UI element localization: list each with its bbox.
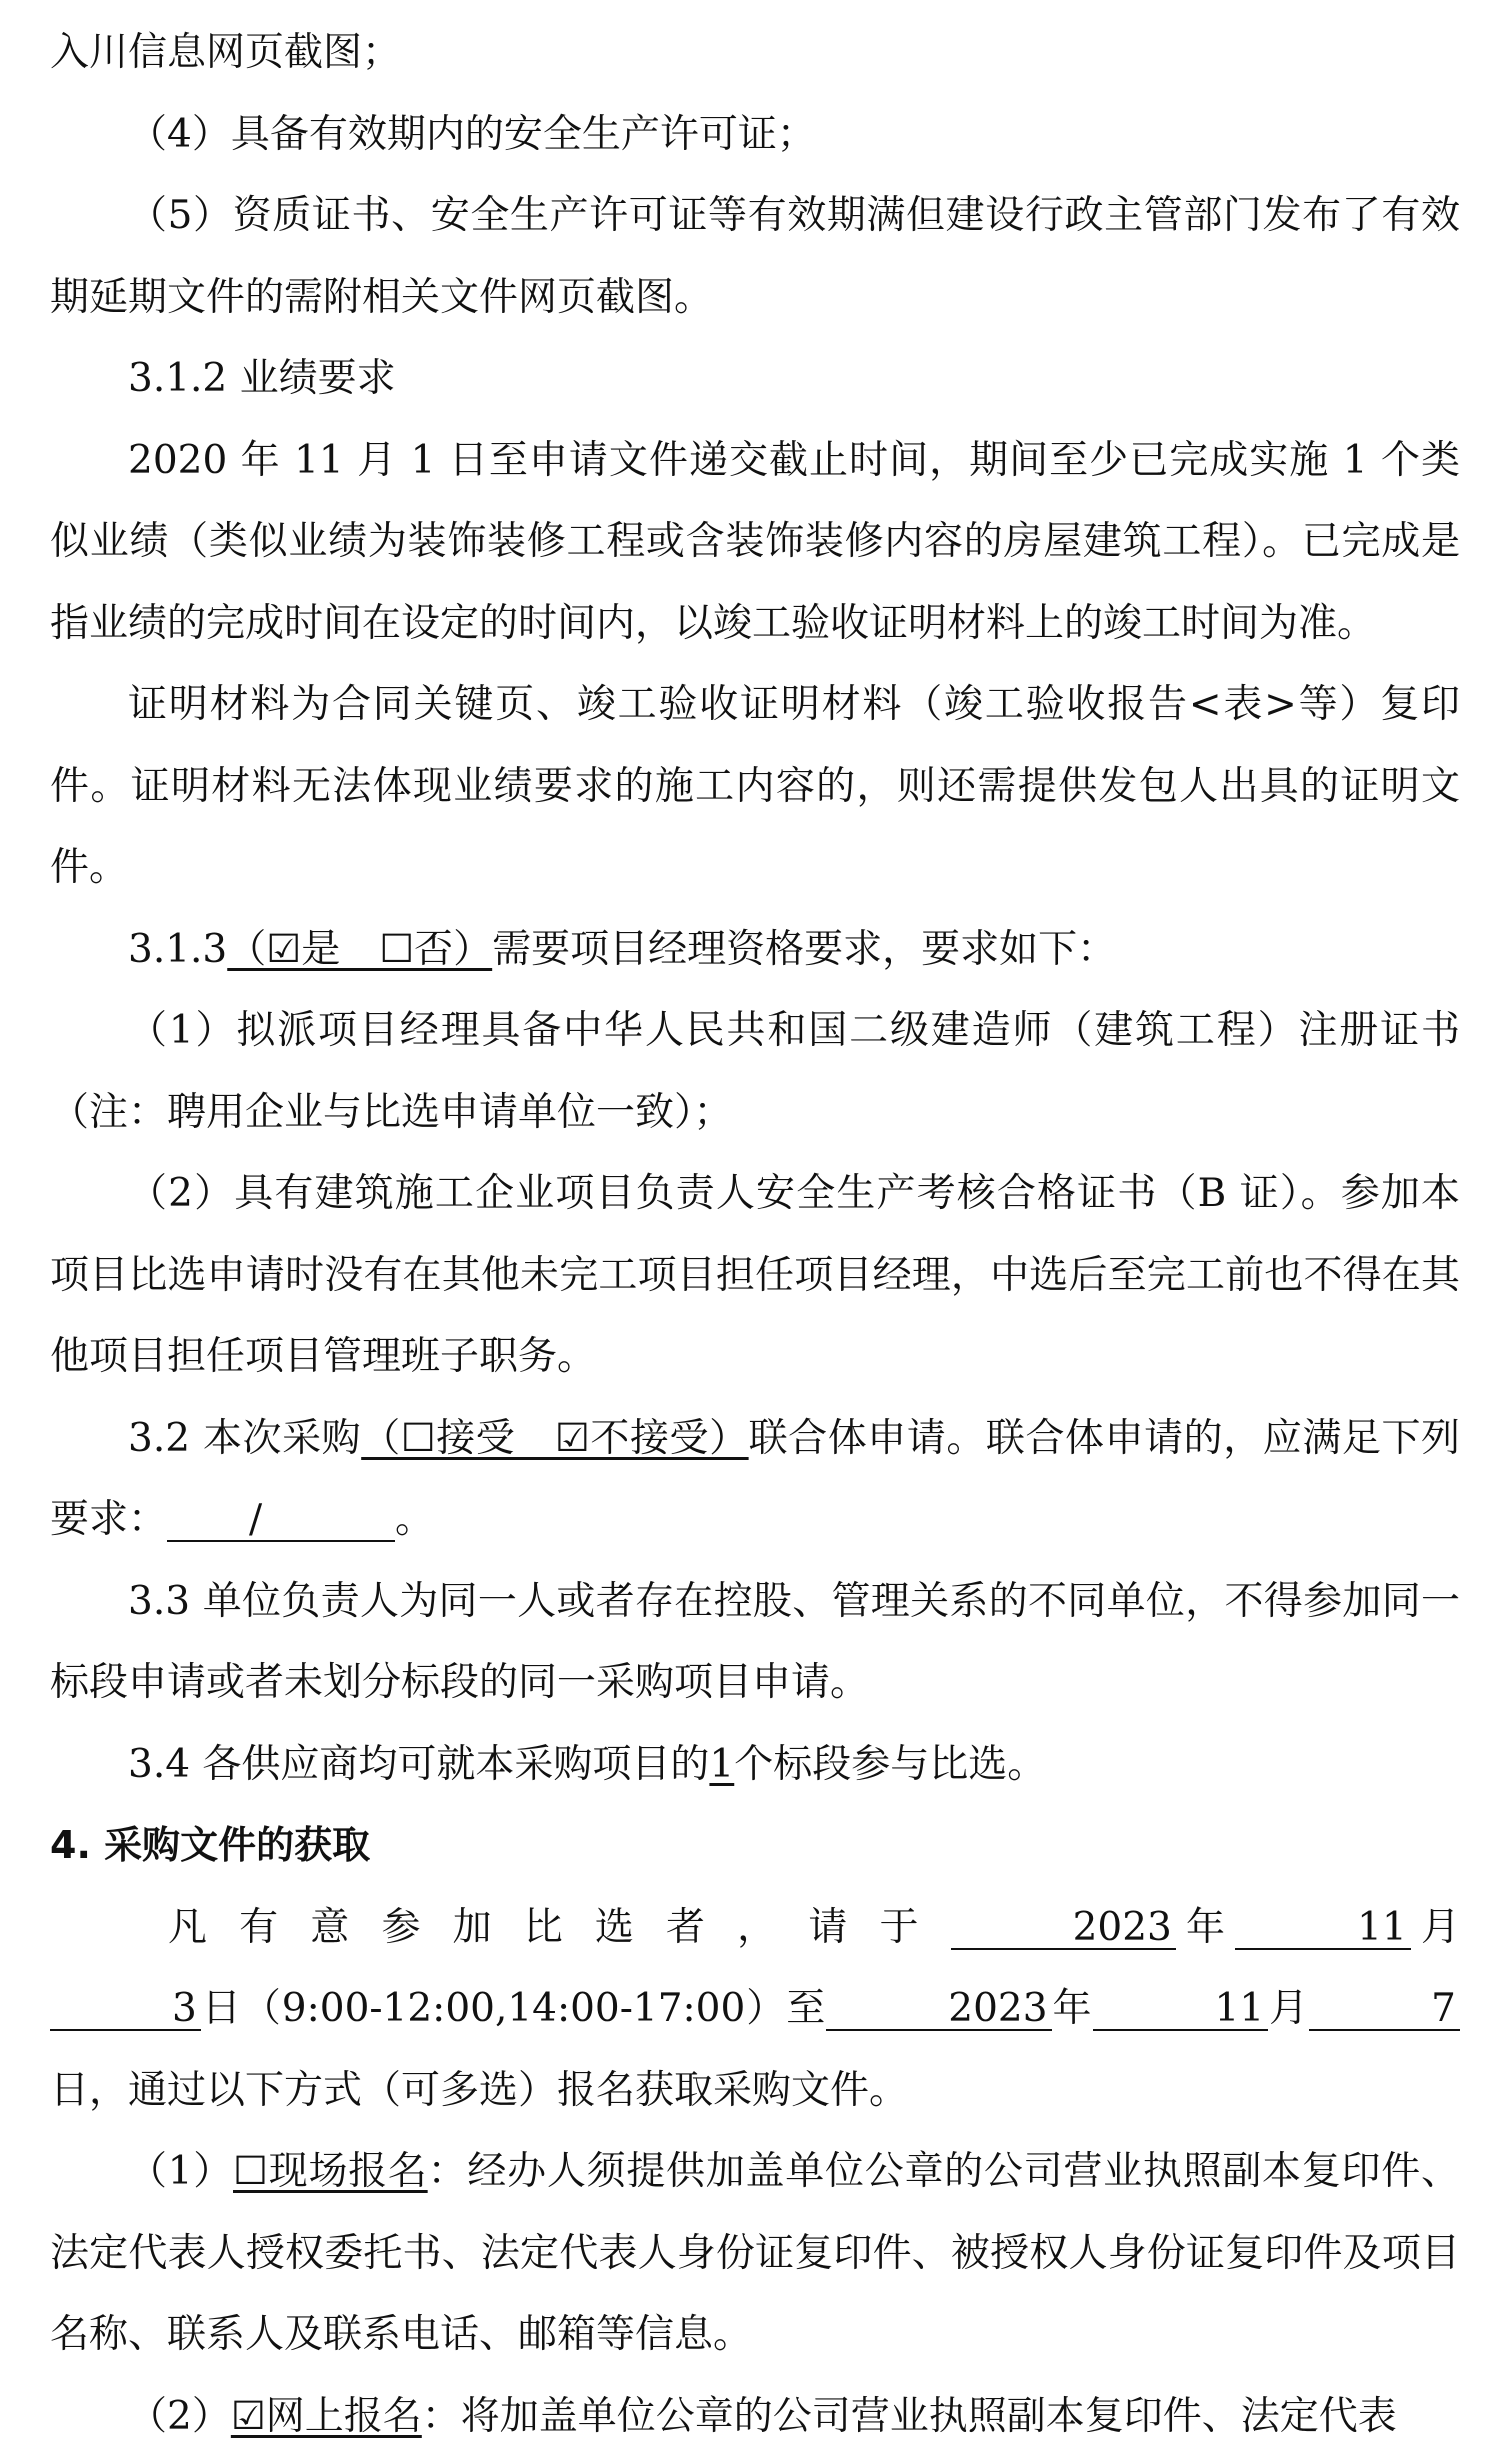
office-hours: （9:00-12:00,14:00-17:00）至 xyxy=(242,1986,826,2031)
end-year-label: 年 xyxy=(1052,1986,1093,2031)
req-item-5: （5）资质证书、安全生产许可证等有效期满但建设行政主管部门发布了有效期延期文件的需附相关文件网页截图。 xyxy=(50,175,1460,338)
onsite-registration-text: ：经办人须提供加盖单位公章的公司营业执照副本复印件、法定代表人授权委托书、法定代表人身份证复印件、被授权人身份证复印件及项目名称、联系人及联系电话、邮箱等信息。 xyxy=(50,2149,1460,2357)
start-year-label: 年 xyxy=(1176,1905,1235,1950)
pm-item-1: （1）拟派项目经理具备中华人民共和国二级建造师（建筑工程）注册证书（注：聘用企业与比选申请单位一致）； xyxy=(50,990,1460,1153)
start-day-field: 3 xyxy=(50,1989,201,2031)
onsite-number: （1） xyxy=(128,2149,233,2194)
section-3-4-suffix: 个标段参与比选。 xyxy=(734,1742,1046,1787)
section-3-4-prefix: 3.4 各供应商均可就本采购项目的 xyxy=(128,1742,709,1787)
consortium-options: （☐接受 ☑不接受） xyxy=(361,1416,748,1461)
section-3-1-3 xyxy=(50,909,1460,991)
online-registration xyxy=(50,2376,1460,2457)
online-number: （2） xyxy=(128,2394,231,2439)
req-item-4: （4）具备有效期内的安全生产许可证； xyxy=(50,94,1460,176)
section-4-heading: 4. 采购文件的获取 xyxy=(50,1805,1460,1887)
section-3-1-3-number: 3.1.3 xyxy=(128,927,227,972)
start-day-label: 日 xyxy=(201,1986,242,2031)
section-3-4 xyxy=(50,1724,1460,1806)
section-3-2-prefix: 3.2 本次采购 xyxy=(128,1416,361,1461)
onsite-registration-option: ☐现场报名 xyxy=(233,2149,428,2194)
pm-required-options: （☑是 ☐否） xyxy=(227,927,492,972)
pm-item-2: （2）具有建筑施工企业项目负责人安全生产考核合格证书（B 证）。参加本项目比选申请时没有在其他未完工项目担任项目经理，中选后至完工前也不得在其他项目担任项目管理班子职务。 xyxy=(50,1153,1460,1398)
acquisition-method-text: 日，通过以下方式（可多选）报名获取采购文件。 xyxy=(50,2068,908,2113)
start-year-field: 2023 xyxy=(951,1908,1176,1950)
end-month-label: 月 xyxy=(1268,1986,1309,2031)
lot-count: 1 xyxy=(709,1742,734,1787)
section-3-3: 3.3 单位负责人为同一人或者存在控股、管理关系的不同单位，不得参加同一标段申请或者未划分标段的同一采购项目申请。 xyxy=(50,1561,1460,1724)
end-month-field: 11 xyxy=(1093,1989,1269,2031)
start-month-label: 月 xyxy=(1411,1905,1460,1950)
onsite-registration xyxy=(50,2131,1460,2376)
online-registration-option: ☑网上报名 xyxy=(231,2394,422,2439)
acquisition-period xyxy=(50,1887,1460,2132)
end-year-field: 2023 xyxy=(826,1989,1051,2031)
section-3-2-text: 联合体申请。联合体申请的，应满足下列要求： xyxy=(50,1416,1460,1543)
consortium-requirement-blank: / xyxy=(167,1500,395,1542)
end-day-field: 7 xyxy=(1309,1989,1460,2031)
section-3-1-2-title: 3.1.2 业绩要求 xyxy=(50,338,1460,420)
section-3-1-3-text: 需要项目经理资格要求，要求如下： xyxy=(492,927,1116,972)
acquisition-intro: 凡有意参加比选者，请于 xyxy=(168,1905,951,1950)
start-month-field: 11 xyxy=(1235,1908,1411,1950)
section-3-2-end: 。 xyxy=(395,1497,434,1542)
section-3-2 xyxy=(50,1398,1460,1561)
line-screenshot-note: 入川信息网页截图； xyxy=(50,12,1460,94)
online-registration-text: ：将加盖单位公章的公司营业执照副本复印件、法定代表 xyxy=(422,2394,1397,2439)
proof-materials: 证明材料为合同关键页、竣工验收证明材料（竣工验收报告<表>等）复印件。证明材料无法体现业绩要求的施工内容的，则还需提供发包人出具的证明文件。 xyxy=(50,664,1460,909)
performance-requirement: 2020 年 11 月 1 日至申请文件递交截止时间，期间至少已完成实施 1 个类似业绩（类似业绩为装饰装修工程或含装饰装修内容的房屋建筑工程）。已完成是指业绩的完成时间在设定的时间内，以竣工验收证明材料上的竣工时间为准。 xyxy=(50,420,1460,665)
